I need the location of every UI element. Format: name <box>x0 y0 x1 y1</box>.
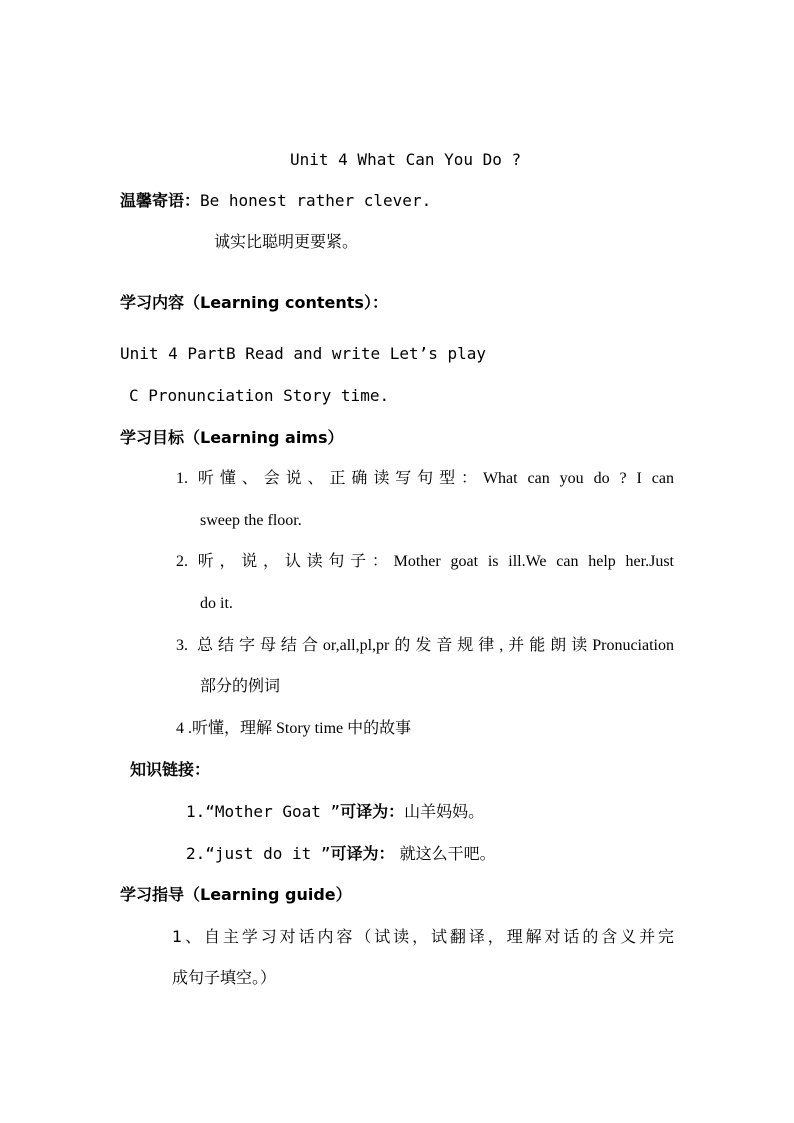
page-title: Unit 4 What Can You Do ? <box>290 150 522 169</box>
motto-line <box>120 191 431 212</box>
knowledge-item-1-label: 可译为： <box>340 802 405 821</box>
aim-item-2-line-1: 2. 听，说，认读句子：Mother goat is ill.We can help her.Just <box>176 553 674 570</box>
knowledge-item-2-number: 2. <box>186 844 206 863</box>
knowledge-item-1-number: 1. <box>186 802 206 821</box>
knowledge-heading: 知识链接： <box>130 760 211 779</box>
aim-item-1-line-1: 1. 听懂、会说、正确读写句型：What can you do ? I can <box>176 470 674 487</box>
motto-label: 温馨寄语： <box>120 191 201 210</box>
aim-item-3-line-2: 部分的例词 <box>200 678 281 695</box>
guide-item-1-line-2: 成句子填空。） <box>172 968 277 987</box>
knowledge-item-1-meaning: 山羊妈妈。 <box>404 802 485 821</box>
knowledge-item-2 <box>186 844 496 865</box>
contents-line-2: C Pronunciation Story time. <box>129 386 390 405</box>
aim-item-4: 4 .听懂，理解 Story time 中的故事 <box>176 720 412 737</box>
motto-chinese: 诚实比聪明更要紧。 <box>214 232 359 251</box>
contents-line-1: Unit 4 PartB Read and write Let’s play <box>120 344 487 363</box>
aim-item-2-line-2: do it. <box>200 595 233 612</box>
guide-item-1-line-1: 1、自主学习对话内容（试读，试翻译，理解对话的含义并完 <box>172 927 674 946</box>
knowledge-item-2-label: 可译为： <box>330 844 395 863</box>
knowledge-item-2-meaning: 就这么干吧。 <box>394 844 496 863</box>
guide-heading: 学习指导（Learning guide） <box>120 885 352 904</box>
knowledge-item-1 <box>186 802 484 823</box>
contents-heading: 学习内容（Learning contents）： <box>120 293 388 312</box>
knowledge-item-1-term: “Mother Goat ” <box>205 802 341 821</box>
aim-item-1-line-2: sweep the floor. <box>200 512 302 529</box>
knowledge-item-2-term: “just do it ” <box>205 844 331 863</box>
motto-english: Be honest rather clever. <box>200 191 432 210</box>
aim-item-3-line-1: 3. 总结字母结合or,all,pl,pr的发音规律,并能朗读Pronuciation <box>176 637 674 654</box>
aims-heading: 学习目标（Learning aims） <box>120 428 344 447</box>
